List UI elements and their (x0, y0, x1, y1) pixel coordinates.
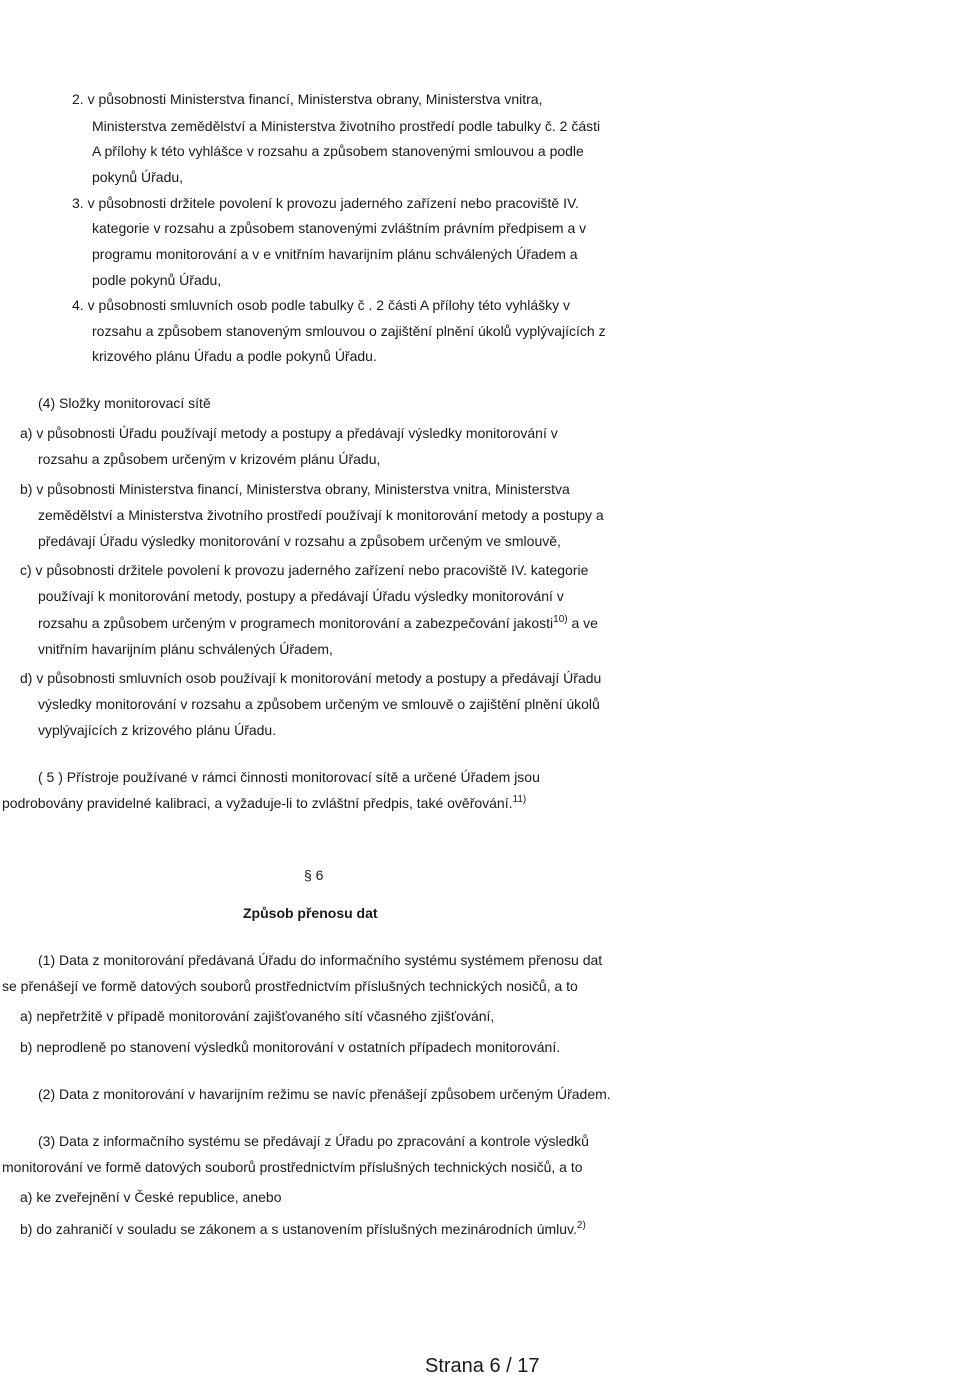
paragraph-4-d-line-1: d) v působnosti smluvních osob používají k monitorování metody a postupy a předávají Úřadu (20, 670, 602, 686)
list-item-4-line-3: krizového plánu Úřadu a podle pokynů Úřadu. (92, 348, 377, 364)
list-item-3-line-1: 3. v působnosti držitele povolení k provozu jaderného zařízení nebo pracoviště IV. (72, 195, 579, 211)
paragraph-4-b-line-1: b) v působnosti Ministerstva financí, Ministerstva obrany, Ministerstva vnitra, Ministerstva (20, 481, 570, 497)
paragraph-4-b-line-3: předávají Úřadu výsledky monitorování v rozsahu a způsobem určeným ve smlouvě, (38, 533, 561, 549)
section-6-paragraph-3-b-text: b) do zahraničí v souladu se zákonem a s ustanovením příslušných mezinárodních úmluv. (20, 1221, 577, 1237)
paragraph-4-b-line-2: zemědělství a Ministerstva životního prostředí používají k monitorování metody a postupy a (38, 507, 604, 523)
paragraph-5-line-1: ( 5 ) Přístroje používané v rámci činnosti monitorovací sítě a určené Úřadem jsou (38, 769, 540, 785)
list-item-3-line-3: programu monitorování a v e vnitřním havarijním plánu schválených Úřadem a (92, 246, 578, 262)
list-item-2-line-1: 2. v působnosti Ministerstva financí, Ministerstva obrany, Ministerstva vnitra, (72, 91, 543, 107)
list-item-3-line-2: kategorie v rozsahu a způsobem stanovenými zvláštním právním předpisem a v (92, 220, 587, 236)
footnote-ref-10: 10) (553, 614, 568, 625)
paragraph-4-heading: (4) Složky monitorovací sítě (38, 395, 211, 411)
list-item-4-line-1: 4. v působnosti smluvních osob podle tabulky č . 2 části A přílohy této vyhlášky v (72, 297, 571, 313)
section-6-paragraph-1-a: a) nepřetržitě v případě monitorování zajišťovaného sítí včasného zjišťování, (20, 1008, 495, 1024)
section-title: Způsob přenosu dat (243, 905, 378, 921)
paragraph-4-c-line-3 (38, 614, 598, 632)
footnote-ref-2: 2) (576, 1220, 586, 1231)
list-item-4-line-2: rozsahu a způsobem stanoveným smlouvou o zajištění plnění úkolů vyplývajících z (92, 323, 606, 339)
paragraph-4-d-line-3: vyplývajících z krizového plánu Úřadu. (38, 722, 277, 738)
paragraph-4-c-line-3-tail: a ve (567, 615, 598, 631)
paragraph-5-line-2 (2, 794, 526, 812)
section-6-paragraph-2: (2) Data z monitorování v havarijním režimu se navíc přenášejí způsobem určeným Úřadem. (38, 1086, 611, 1102)
paragraph-5-line-2-text: podrobovány pravidelné kalibraci, a vyžaduje-li to zvláštní předpis, také ověřování. (2, 795, 513, 811)
list-item-2-line-2: Ministerstva zemědělství a Ministerstva životního prostředí podle tabulky č. 2 části (92, 118, 601, 134)
paragraph-4-a-line-1: a) v působnosti Úřadu používají metody a postupy a předávají výsledky monitorování v (20, 425, 558, 441)
page-number: Strana 6 / 17 (425, 1355, 540, 1377)
section-number: § 6 (304, 867, 324, 883)
section-6-paragraph-3-b (20, 1220, 586, 1238)
section-6-paragraph-1-b: b) neprodleně po stanovení výsledků monitorování v ostatních případech monitorování. (20, 1039, 561, 1055)
list-item-3-line-4: podle pokynů Úřadu, (92, 272, 222, 288)
paragraph-4-d-line-2: výsledky monitorování v rozsahu a způsobem určeným ve smlouvě o zajištění plnění úkolů (38, 696, 600, 712)
list-item-2-line-3: A přílohy k této vyhlášce v rozsahu a způsobem stanovenými smlouvou a podle (92, 143, 584, 159)
paragraph-4-c-line-2: používají k monitorování metody, postupy a předávají Úřadu výsledky monitorování v (38, 588, 564, 604)
section-6-paragraph-1-line-2: se přenášejí ve formě datových souborů prostřednictvím příslušných technických nosičů, a to (2, 978, 578, 994)
paragraph-4-c-line-4: vnitřním havarijním plánu schválených Úřadem, (38, 641, 333, 657)
section-6-paragraph-3-line-1: (3) Data z informačního systému se předávají z Úřadu po zpracování a kontrole výsledků (38, 1133, 589, 1149)
paragraph-4-c-line-3-text: rozsahu a způsobem určeným v programech monitorování a zabezpečování jakosti (38, 615, 554, 631)
section-6-paragraph-3-line-2: monitorování ve formě datových souborů prostřednictvím příslušných technických nosičů, a to (2, 1159, 583, 1175)
list-item-2-line-4: pokynů Úřadu, (92, 169, 184, 185)
paragraph-4-a-line-2: rozsahu a způsobem určeným v krizovém plánu Úřadu, (38, 451, 381, 467)
section-6-paragraph-3-a: a) ke zveřejnění v České republice, anebo (20, 1189, 282, 1205)
section-6-paragraph-1-line-1: (1) Data z monitorování předávaná Úřadu do informačního systému systémem přenosu dat (38, 952, 603, 968)
paragraph-4-c-line-1: c) v působnosti držitele povolení k provozu jaderného zařízení nebo pracoviště IV. kategorie (20, 562, 589, 578)
footnote-ref-11: 11) (512, 794, 527, 805)
